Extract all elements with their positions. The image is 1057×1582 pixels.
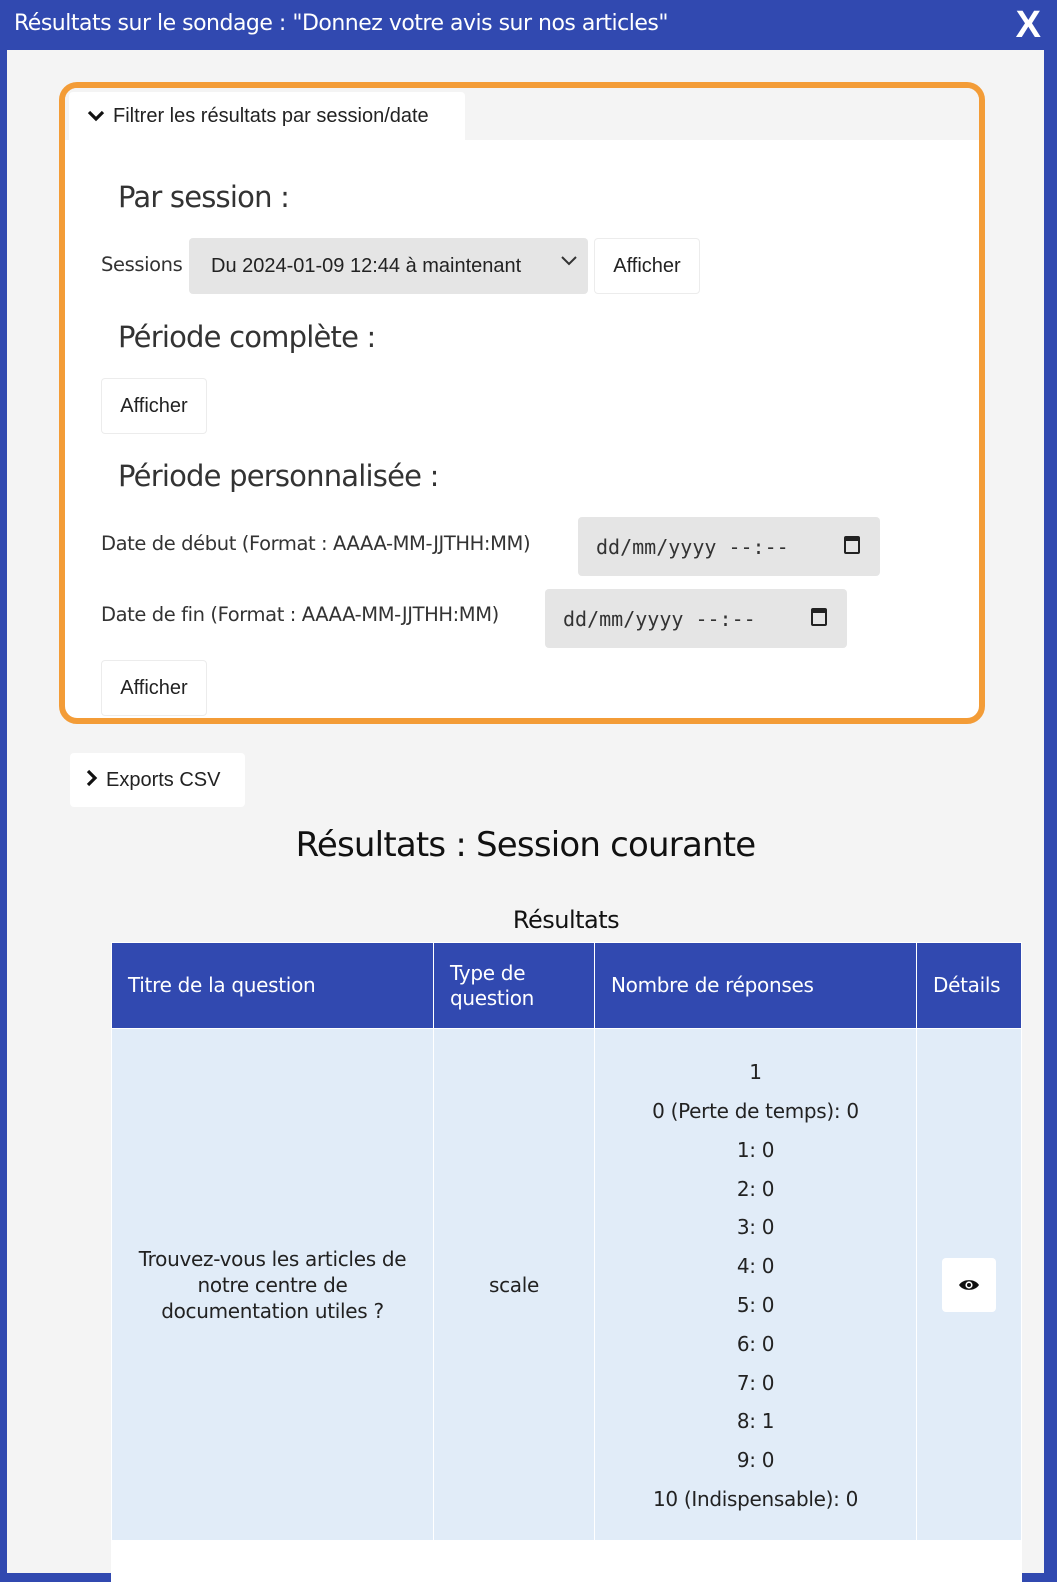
answer-count-item: 5: 0 bbox=[736, 1293, 775, 1317]
column-header-answer-count: Nombre de réponses bbox=[595, 943, 917, 1029]
question-type-cell: scale bbox=[434, 1029, 595, 1541]
column-header-question-title: Titre de la question bbox=[112, 943, 434, 1029]
by-session-heading: Par session : bbox=[118, 180, 290, 214]
modal-titlebar bbox=[0, 0, 1057, 50]
question-title-cell bbox=[112, 1029, 434, 1541]
sessions-select[interactable] bbox=[189, 238, 588, 294]
filter-panel bbox=[59, 82, 985, 724]
filter-toggle[interactable] bbox=[69, 92, 465, 140]
show-full-period-button[interactable]: Afficher bbox=[101, 378, 207, 434]
exports-csv-label: Exports CSV bbox=[106, 768, 221, 791]
results-table-caption: Résultats bbox=[512, 906, 620, 934]
show-custom-period-button[interactable]: Afficher bbox=[101, 660, 207, 716]
empty-cell bbox=[917, 1541, 1022, 1582]
results-heading: Résultats : Session courante bbox=[295, 825, 756, 865]
column-header-details: Détails bbox=[917, 943, 1022, 1029]
eye-icon bbox=[958, 1273, 980, 1297]
empty-cell bbox=[434, 1541, 595, 1582]
sessions-select-value: Du 2024-01-09 12:44 à maintenant bbox=[211, 254, 522, 277]
answer-count-item: 3: 0 bbox=[736, 1215, 775, 1240]
answer-count-item: 2: 0 bbox=[736, 1176, 775, 1201]
modal-title: Résultats sur le sondage : "Donnez votre avis sur nos articles" bbox=[14, 11, 668, 36]
custom-period-heading: Période personnalisée : bbox=[118, 459, 439, 493]
results-table bbox=[111, 942, 1022, 1582]
close-button[interactable]: X bbox=[1015, 4, 1041, 46]
end-date-input[interactable] bbox=[545, 589, 847, 648]
table-row-empty bbox=[112, 1541, 1022, 1582]
full-period-heading: Période complète : bbox=[118, 320, 376, 354]
question-title: Trouvez-vous les articles de notre centre de documentation utiles ? bbox=[138, 1246, 407, 1323]
end-date-label: Date de fin (Format : AAAA-MM-JJTHH:MM) bbox=[101, 603, 499, 626]
view-details-button[interactable] bbox=[942, 1258, 996, 1312]
start-date-input[interactable] bbox=[578, 517, 880, 576]
start-date-placeholder: dd/mm/yyyy --:-- bbox=[596, 534, 789, 559]
sessions-label: Sessions bbox=[101, 253, 183, 276]
chevron-down-icon bbox=[560, 254, 578, 272]
details-cell bbox=[917, 1029, 1022, 1541]
answer-total: 1 bbox=[749, 1060, 762, 1085]
answer-count-item: 9: 0 bbox=[736, 1448, 775, 1473]
answer-count-item: 4: 0 bbox=[736, 1254, 775, 1279]
filter-panel-header bbox=[65, 88, 979, 140]
end-date-placeholder: dd/mm/yyyy --:-- bbox=[563, 606, 756, 631]
column-header-question-type: Type de question bbox=[434, 943, 595, 1029]
table-header-row bbox=[112, 943, 1022, 1029]
answer-count-item: 1: 0 bbox=[736, 1137, 775, 1162]
empty-cell bbox=[112, 1541, 434, 1582]
filter-toggle-label: Filtrer les résultats par session/date bbox=[113, 104, 429, 127]
show-session-button[interactable]: Afficher bbox=[594, 238, 700, 294]
calendar-icon[interactable] bbox=[844, 536, 860, 554]
chevron-down-icon bbox=[87, 106, 105, 127]
answer-count-item: 6: 0 bbox=[736, 1331, 775, 1356]
answer-count-item: 10 (Indispensable): 0 bbox=[652, 1486, 859, 1511]
start-date-label: Date de début (Format : AAAA-MM-JJTHH:MM) bbox=[101, 532, 531, 555]
exports-csv-toggle[interactable] bbox=[70, 753, 245, 807]
modal-content bbox=[7, 50, 1044, 1573]
calendar-icon[interactable] bbox=[811, 608, 827, 626]
answer-count-item: 0 (Perte de temps): 0 bbox=[652, 1099, 859, 1124]
chevron-right-icon bbox=[86, 769, 98, 792]
answer-count-cell bbox=[595, 1029, 917, 1541]
empty-cell bbox=[595, 1541, 917, 1582]
answer-count-item: 8: 1 bbox=[736, 1409, 775, 1434]
table-row bbox=[112, 1029, 1022, 1541]
answer-count-item: 7: 0 bbox=[736, 1370, 775, 1395]
